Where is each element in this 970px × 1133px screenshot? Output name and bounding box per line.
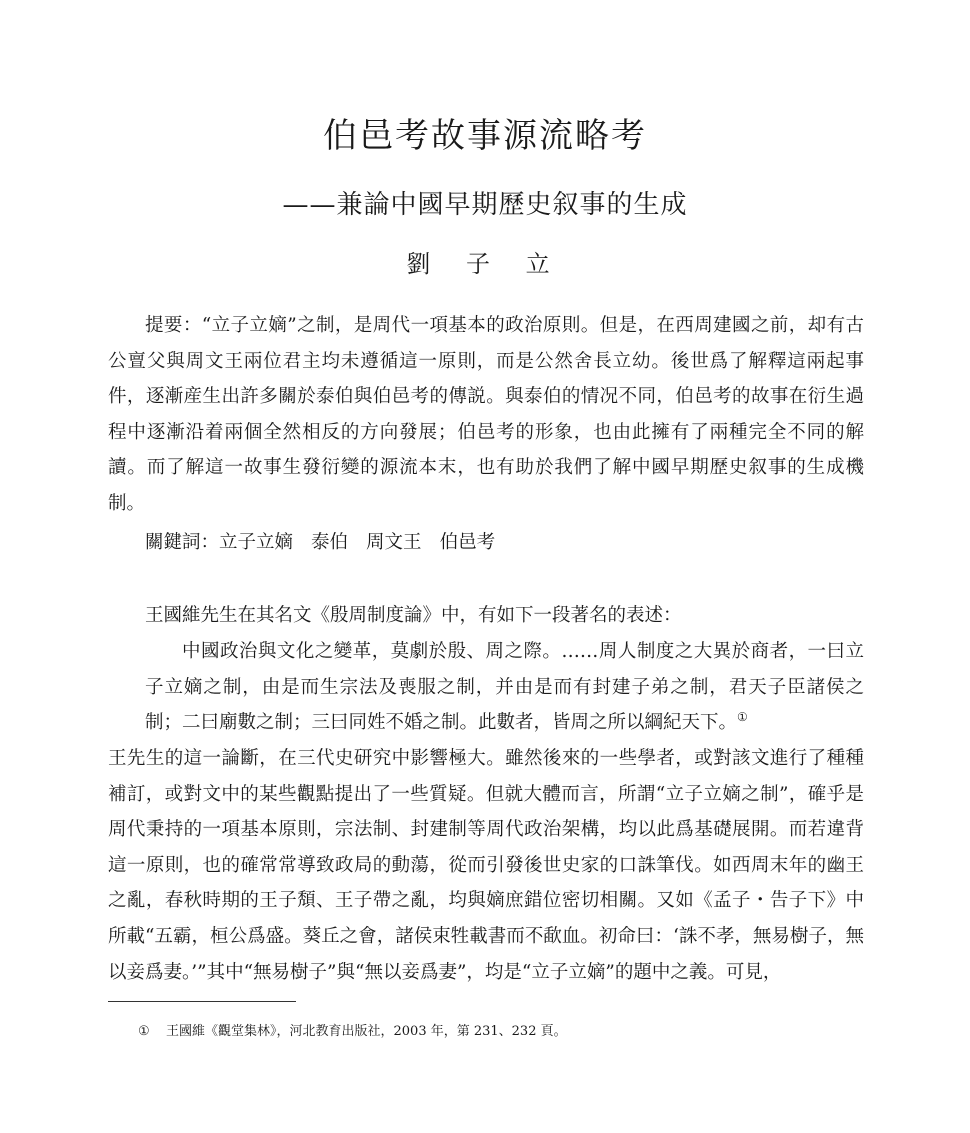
article-subtitle: ——兼論中國早期歷史叙事的生成 <box>282 190 688 220</box>
keywords-label: 關鍵詞： <box>145 532 220 553</box>
footnote-mark: ① <box>138 1024 150 1039</box>
keyword: 立子立嫡 <box>219 532 294 553</box>
article-title: 伯邑考故事源流略考 <box>323 116 647 156</box>
keyword: 周文王 <box>366 532 422 553</box>
block-quote <box>145 634 864 741</box>
abstract: 提要：“立子立嫡”之制，是周代一項基本的政治原則。但是，在西周建國之前，却有古公亶父與周文王兩位君主均未遵循這一原則，而是公然舍長立幼。後世爲了解釋這兩起事件，逐漸産生出許多關於泰伯與伯邑考的傳説。與泰伯的情况不同，伯邑考的故事在衍生過程中逐漸沿着兩個全然相反的方向發展；伯邑考的形象，也由此擁有了兩種完全不同的解讀。而了解這一故事生發衍變的源流本末，也有助於我們了解中國早期歷史叙事的生成機制。 <box>108 315 864 514</box>
keyword: 泰伯 <box>311 532 349 553</box>
footnote-reference[interactable]: ① <box>737 710 748 725</box>
footnote-text: 王國維《觀堂集林》，河北教育出版社，2003 年，第 231、232 頁。 <box>166 1024 567 1039</box>
body-paragraph: 王先生的這一論斷，在三代史研究中影響極大。雖然後來的一些學者，或對該文進行了種種補訂，或對文中的某些觀點提出了一些質疑。但就大體而言，所謂“立子立嫡之制”，確乎是周代秉持的一項基本原則，宗法制、封建制等周代政治架構，均以此爲基礎展開。而若違背這一原則，也的確常常導致政局的動蕩，從而引發後世史家的口誅筆伐。如西周末年的幽王之亂，春秋時期的王子頽、王子帶之亂，均與嫡庶錯位密切相關。又如《孟子・告子下》中所載“五霸，桓公爲盛。葵丘之會，諸侯束牲載書而不歃血。初命曰：‘誅不孝，無易樹子，無以妾爲妻。’”其中“無易樹子”與“無以妾爲妻”，均是“立子立嫡”的題中之義。可見， <box>108 748 864 983</box>
block-quote-text: 中國政治與文化之變革，莫劇於殷、周之際。……周人制度之大異於商者，一曰立子立嫡之制，由是而生宗法及喪服之制，并由是而有封建子弟之制，君天子臣諸侯之制；二曰廟數之制；三曰同姓不婚之制。此數者，皆周之所以綱紀天下。 <box>145 641 864 734</box>
keywords <box>145 525 845 561</box>
body-intro: 王國維先生在其名文《殷周制度論》中，有如下一段著名的表述： <box>145 605 682 626</box>
keyword: 伯邑考 <box>439 532 496 553</box>
footnote <box>138 1022 858 1042</box>
article-author: 劉 子 立 <box>406 250 564 278</box>
footnote-divider <box>108 1001 296 1002</box>
